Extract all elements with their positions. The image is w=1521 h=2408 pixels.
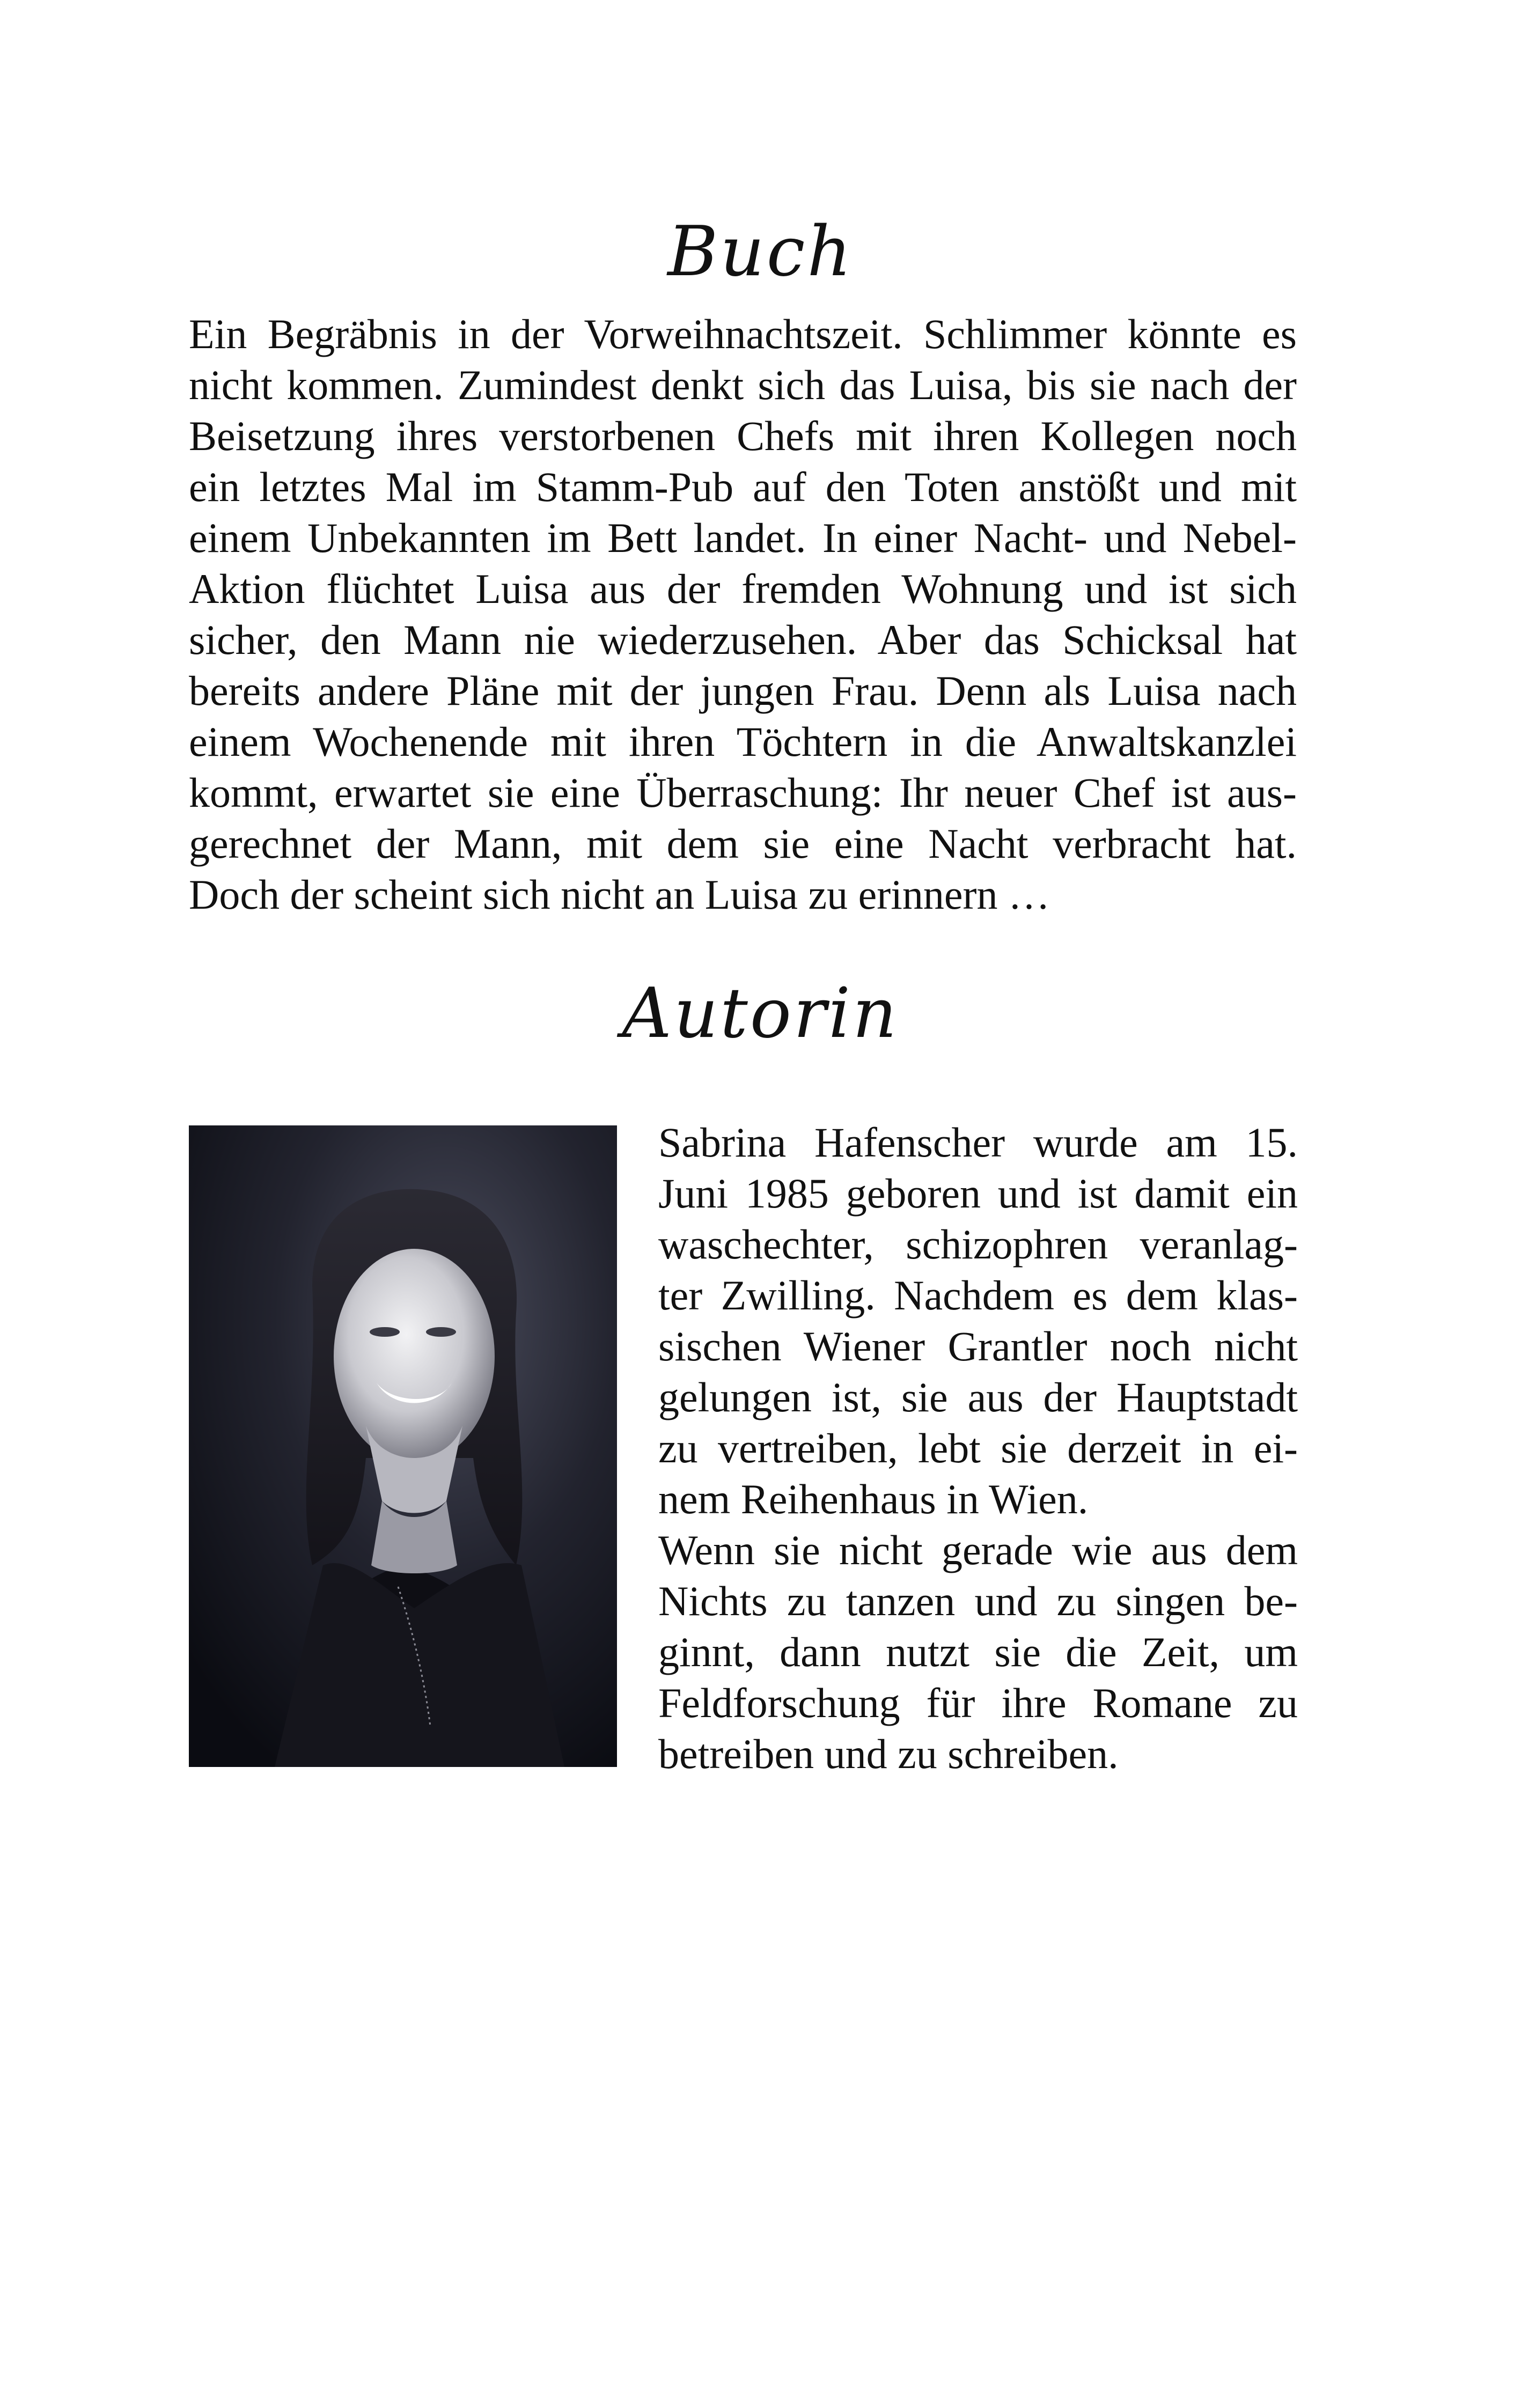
author-text-line: Sabrina Hafenscher wurde am 15. — [658, 1119, 1298, 1166]
author-text-line: nem Reihenhaus in Wien. — [658, 1476, 1089, 1522]
book-text-line: nicht kommen. Zumindest denkt sich das Luisa, bis sie nach der — [189, 362, 1297, 408]
author-bio — [658, 1117, 1298, 1779]
book-text-line: ein letztes Mal im Stamm-Pub auf den Toten anstößt und mit — [189, 463, 1297, 510]
author-portrait-icon — [189, 1125, 617, 1767]
book-text-line: Beisetzung ihres verstorbenen Chefs mit ihren Kollegen noch — [189, 413, 1297, 459]
book-text-line: gerechnet der Mann, mit dem sie eine Nacht verbracht hat. — [189, 820, 1297, 867]
book-text-line: Doch der scheint sich nicht an Luisa zu erinnern … — [189, 871, 1050, 918]
author-text-line: ginnt, dann nutzt sie die Zeit, um — [658, 1629, 1298, 1675]
author-text-line: Nichts zu tanzen und zu singen be- — [658, 1578, 1298, 1624]
book-text-line: sicher, den Mann nie wiederzusehen. Aber das Schicksal hat — [189, 616, 1297, 663]
heading-autorin: Autorin — [622, 974, 899, 1054]
book-text-line: bereits andere Pläne mit der jungen Frau. Denn als Luisa nach — [189, 667, 1297, 714]
author-text-line: gelungen ist, sie aus der Hauptstadt — [658, 1374, 1298, 1420]
author-text-line: ter Zwilling. Nachdem es dem klas- — [658, 1272, 1298, 1319]
book-text-line: einem Wochenende mit ihren Töchtern in die Anwaltskanzlei — [189, 718, 1297, 765]
author-text-line: Juni 1985 geboren und ist damit ein — [658, 1170, 1298, 1217]
book-text-line: Aktion flüchtet Luisa aus der fremden Wohnung und ist sich — [189, 565, 1297, 612]
author-text-line: Wenn sie nicht gerade wie aus dem — [658, 1527, 1298, 1573]
author-text-line: waschechter, schizophren veranlag- — [658, 1221, 1298, 1268]
author-text-line: betreiben und zu schreiben. — [658, 1730, 1119, 1777]
book-text-line: Ein Begräbnis in der Vorweihnachtszeit. Schlimmer könnte es — [189, 311, 1297, 357]
author-text-line: Feldforschung für ihre Romane zu — [658, 1680, 1298, 1726]
book-text-line: kommt, erwartet sie eine Überraschung: Ihr neuer Chef ist aus- — [189, 769, 1297, 816]
author-text-line: sischen Wiener Grantler noch nicht — [658, 1323, 1298, 1369]
heading-buch: Buch — [667, 212, 854, 292]
book-text-line: einem Unbekannten im Bett landet. In einer Nacht- und Nebel- — [189, 514, 1297, 561]
author-text-line: zu vertreiben, lebt sie derzeit in ei- — [658, 1425, 1298, 1471]
book-description — [189, 308, 1297, 920]
